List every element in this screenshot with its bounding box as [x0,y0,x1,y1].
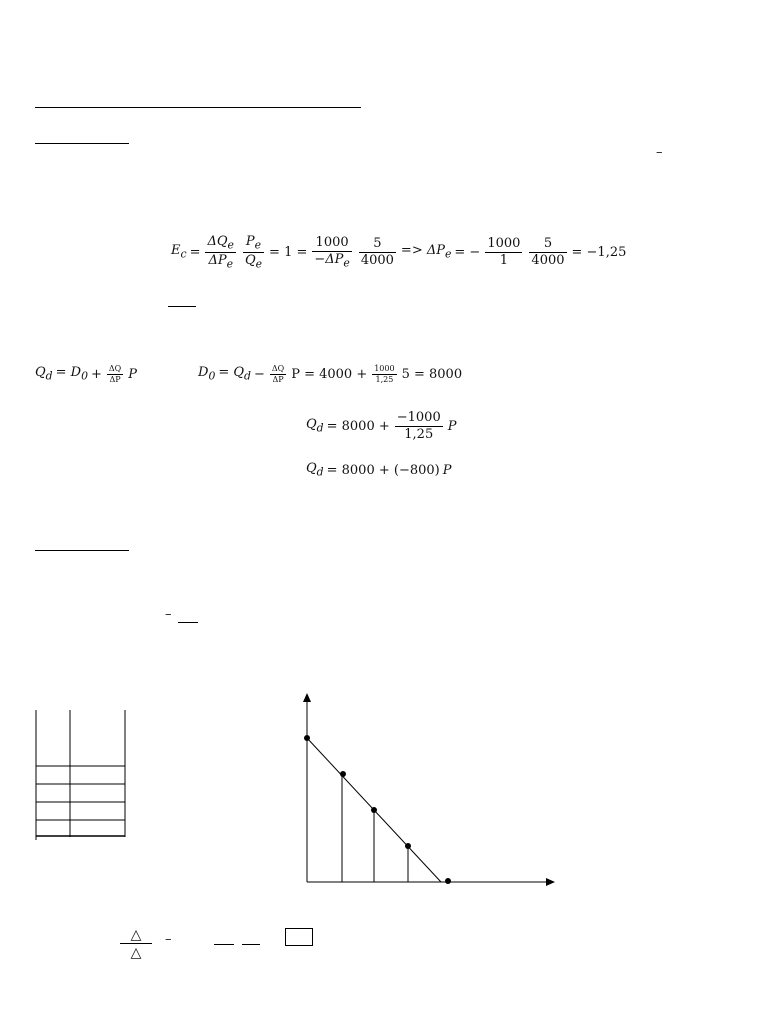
y-axis-arrow [303,693,311,702]
empty-table [30,705,130,845]
minus-fragment-mid: – [165,607,172,622]
demand-point-3 [371,807,377,813]
elasticity-equation: $E_c$ = $\frac{\Delta Q_e}{\Delta P_e}$ $\frac{P_e}{Q_e}$ = 1 = $\frac{1000}{-\Delta P_e}$ $\frac{5}{4000}$ => $\Delta P_e$ = − $\frac{1000}{1}$ $\frac{5}{4000}$ = −1,25 [171,234,627,271]
intercept-equation: $D_0$ = $Q_d$ − $\frac{\Delta Q}{\Delta P}$ P = 4000 + $\frac{1000}{1,25}$ 5 = 8000 [198,364,463,384]
section-underline-2 [35,550,129,551]
bottom-underline-2 [242,944,260,945]
empty-answer-box [285,928,313,946]
minus-fragment-bottom: – [165,932,172,947]
demand-function-equation: $Q_d$ = $D_0$ + $\frac{\Delta Q}{\Delta P}$ P [35,364,137,384]
demand-curve-graph [290,690,565,890]
short-underline-2 [178,622,198,623]
minus-fragment-top: – [656,145,663,160]
bottom-underline-1 [214,944,234,945]
triangle-fraction: △ △ [120,928,152,960]
demand-point-5 [445,878,451,884]
demand-point-4 [405,843,411,849]
demand-point-2 [340,771,346,777]
demand-equation-final: $Q_d$ = 8000 + (−800) P [306,461,452,479]
x-axis-arrow [546,878,555,886]
section-underline-1 [35,143,129,144]
demand-point-1 [304,735,310,741]
demand-equation-fraction: $Q_d$ = 8000 + $\frac{-1000}{1,25}$ P [306,410,457,442]
short-underline-1 [168,306,196,307]
top-separator-line [35,107,361,108]
